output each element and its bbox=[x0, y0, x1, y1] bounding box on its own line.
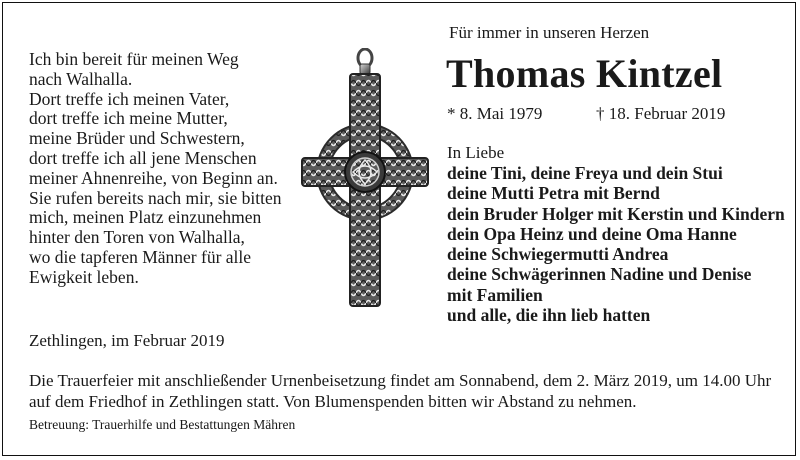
funeral-line: auf dem Friedhof in Zethlingen statt. Von Blumenspenden bitten wir Abstand zu nehmen. bbox=[29, 392, 637, 411]
poem-line: meine Brüder und Schwestern, bbox=[29, 128, 245, 149]
death-date: † 18. Februar 2019 bbox=[596, 104, 726, 123]
funeral-line: Die Trauerfeier mit anschließender Urnenbeisetzung findet am Sonnabend, dem 2. März 2019, um 14.00 Uhr bbox=[29, 371, 772, 390]
poem-line: Dort treffe ich meinen Vater, bbox=[29, 88, 230, 109]
mourner-line: und alle, die ihn lieb hatten bbox=[447, 305, 651, 326]
funeral-home-credit: Betreuung: Trauerhilfe und Bestattungen Mähren bbox=[29, 417, 296, 432]
poem-line: Ewigkeit leben. bbox=[29, 266, 139, 287]
poem-line: Sie rufen bereits nach mir, sie bitten bbox=[29, 187, 282, 208]
mourner-line: deine Mutti Petra mit Bernd bbox=[447, 183, 660, 204]
birth-date: * 8. Mai 1979 bbox=[447, 104, 543, 123]
poem-line: dort treffe ich meine Mutter, bbox=[29, 108, 228, 129]
mourner-line: dein Opa Heinz und deine Oma Hanne bbox=[447, 223, 737, 244]
poem-line: hinter den Toren von Walhalla, bbox=[29, 227, 245, 248]
tagline: Für immer in unseren Herzen bbox=[449, 23, 650, 42]
deceased-name: Thomas Kintzel bbox=[446, 51, 723, 96]
funeral-notice bbox=[29, 370, 789, 412]
mourner-line: mit Familien bbox=[447, 284, 543, 305]
mourner-line: deine Tini, deine Freya und dein Stui bbox=[447, 163, 723, 183]
poem-line: Ich bin bereit für meinen Weg bbox=[29, 49, 239, 69]
poem-line: meiner Ahnenreihe, von Beginn an. bbox=[29, 167, 278, 188]
mourners-list bbox=[447, 163, 785, 325]
mourner-line: deine Schwägerinnen Nadine und Denise bbox=[447, 264, 752, 285]
mourner-line: deine Schwiegermutti Andrea bbox=[447, 244, 669, 265]
mourner-line: dein Bruder Holger mit Kerstin und Kindern bbox=[447, 203, 785, 224]
place-date: Zethlingen, im Februar 2019 bbox=[29, 331, 225, 350]
mourners-intro: In Liebe bbox=[447, 143, 505, 162]
poem-line: nach Walhalla. bbox=[29, 68, 133, 89]
poem-line: mich, meinen Platz einzunehmen bbox=[29, 207, 262, 228]
poem-line: wo die tapferen Männer für alle bbox=[29, 246, 252, 267]
celtic-cross-pendant-icon bbox=[296, 48, 434, 310]
poem bbox=[29, 50, 289, 288]
poem-line: dort treffe ich all jene Menschen bbox=[29, 147, 257, 168]
